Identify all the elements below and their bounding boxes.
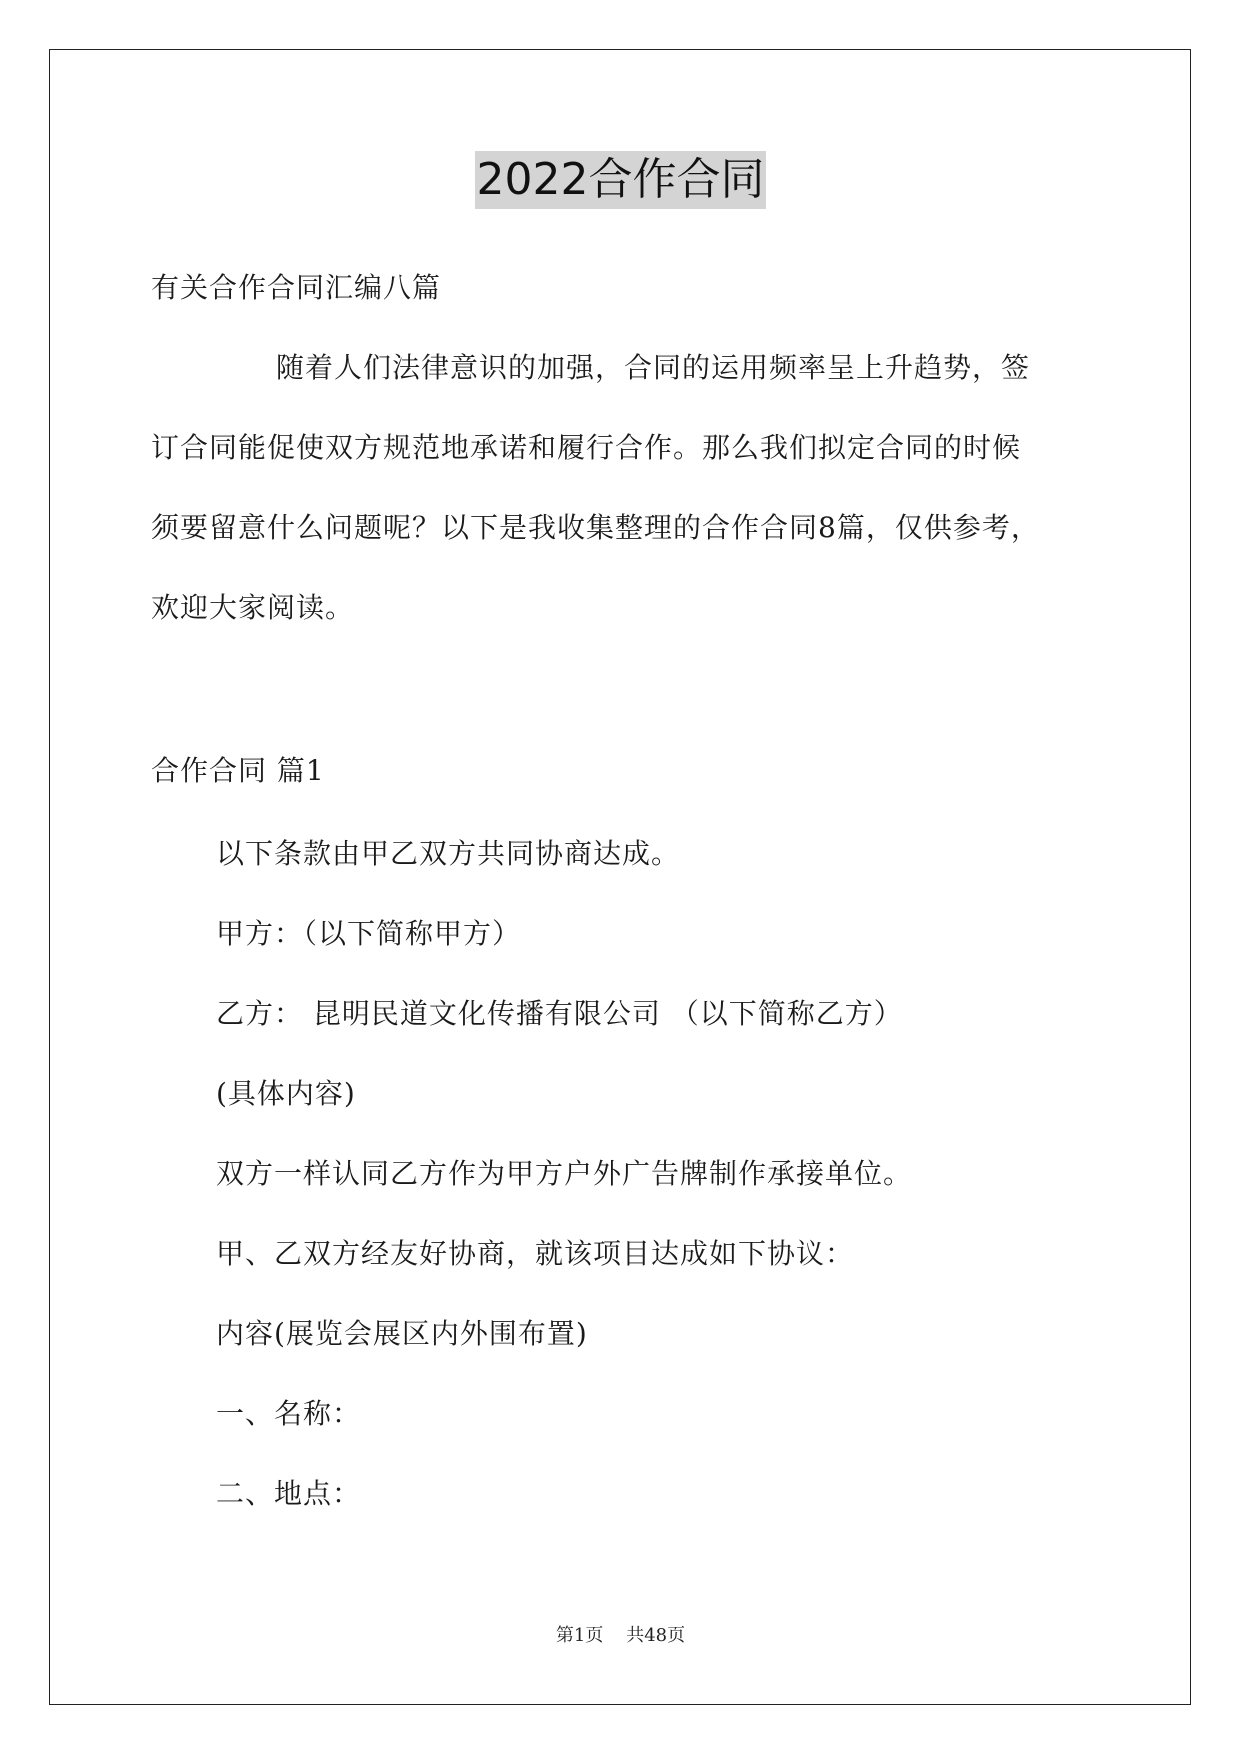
document-title: 2022合作合同: [475, 151, 767, 209]
body-line-3: 乙方： 昆明民道文化传播有限公司 （以下简称乙方）: [216, 997, 903, 1030]
section-heading: 合作合同 篇1: [151, 754, 325, 787]
body-line-5: 双方一样认同乙方作为甲方户外广告牌制作承接单位。: [216, 1157, 913, 1190]
body-line-1: 以下条款由甲乙双方共同协商达成。: [216, 837, 681, 870]
footer-current-page: 第1页: [555, 1625, 604, 1646]
body-line-8: 一、名称：: [216, 1397, 362, 1430]
intro-line-4: 欢迎大家阅读。: [151, 591, 355, 624]
body-line-7: 内容(展览会展区内外围布置): [216, 1317, 588, 1350]
intro-line-1: 随着人们法律意识的加强，合同的运用频率呈上升趋势，签: [276, 351, 1031, 384]
body-line-2: 甲方：（以下简称甲方）: [216, 917, 522, 950]
footer-spacer: [603, 1625, 626, 1646]
intro-line-3: 须要留意什么问题呢？以下是我收集整理的合作合同8篇，仅供参考，: [151, 511, 1040, 544]
body-line-6: 甲、乙双方经友好协商，就该项目达成如下协议：: [216, 1237, 855, 1270]
page-footer: [0, 1624, 1241, 1648]
document-subtitle: 有关合作合同汇编八篇: [151, 271, 442, 304]
intro-line-2: 订合同能促使双方规范地承诺和履行合作。那么我们拟定合同的时候: [151, 431, 1022, 464]
body-line-4: (具体内容): [216, 1077, 356, 1110]
body-line-9: 二、地点：: [216, 1477, 362, 1510]
title-container: [0, 151, 1241, 209]
footer-total-pages: 共48页: [626, 1625, 686, 1646]
